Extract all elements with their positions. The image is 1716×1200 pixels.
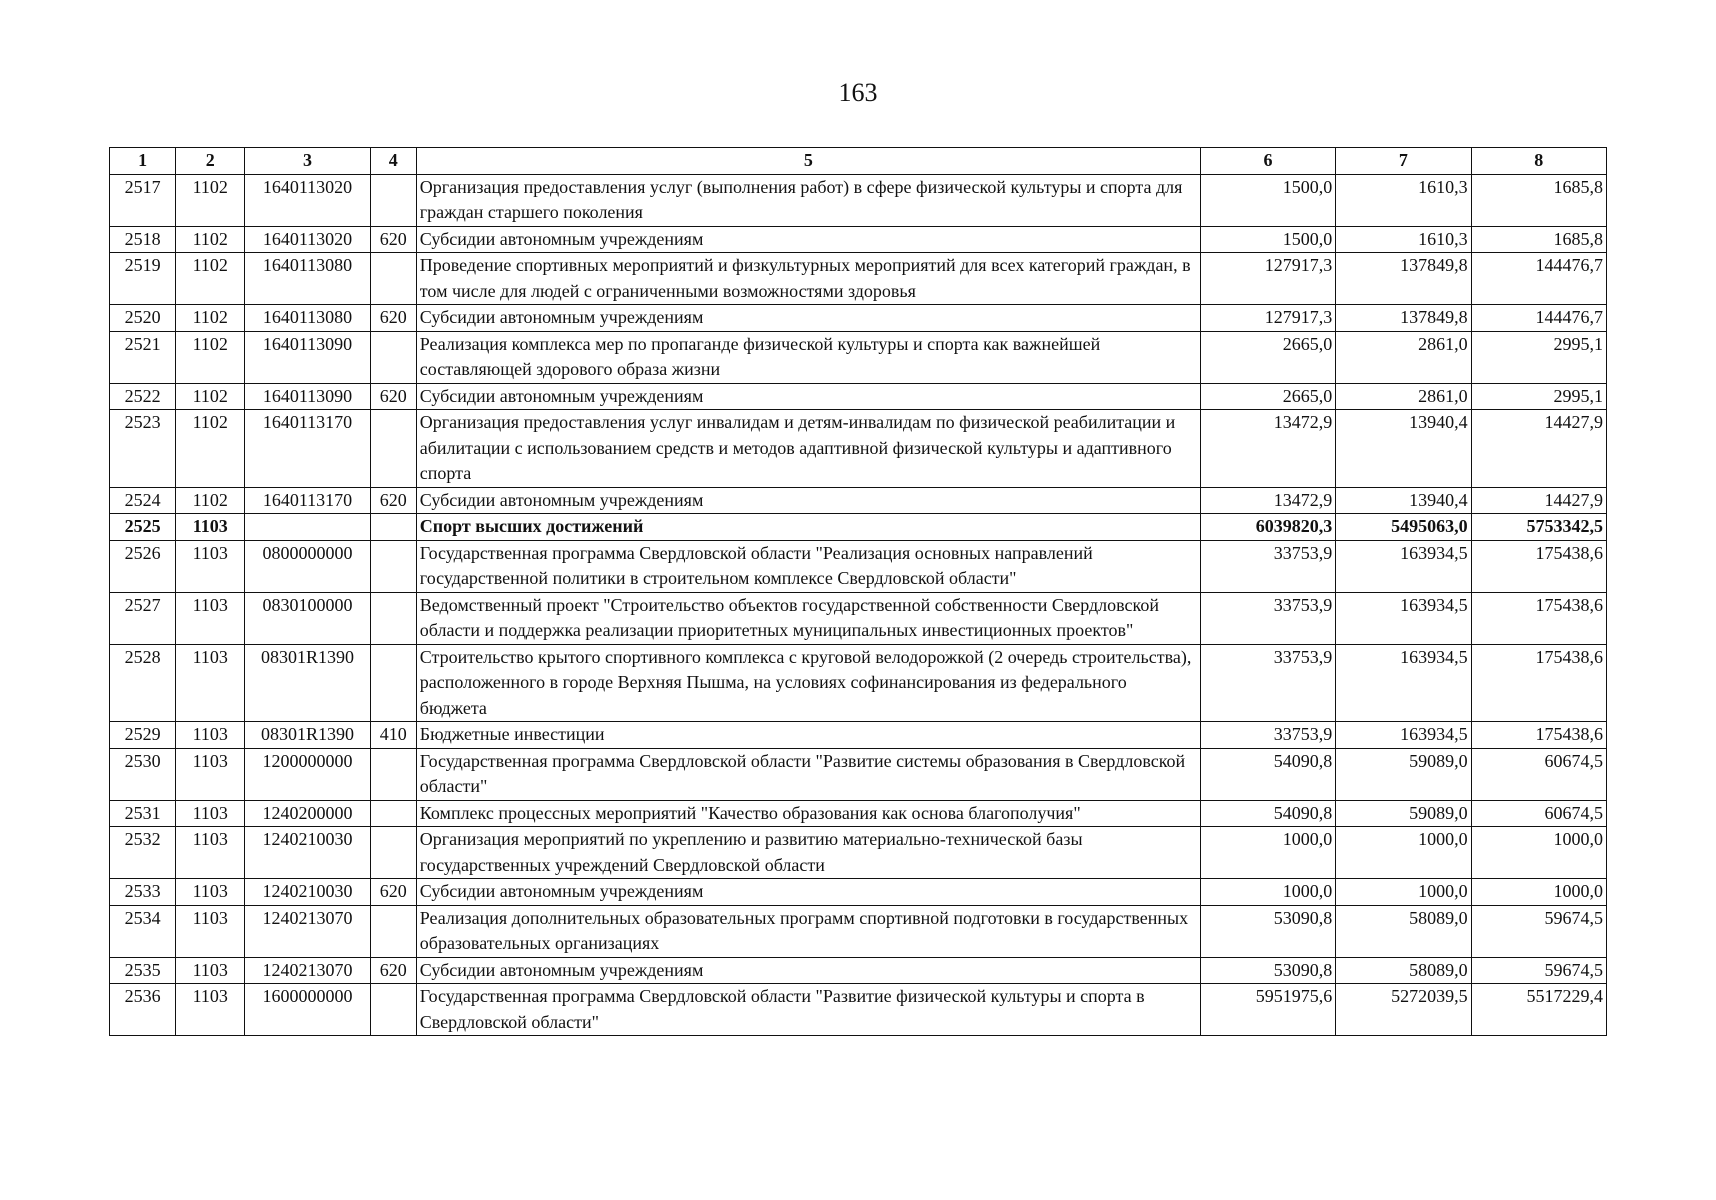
amount-year-1: 6039820,3 xyxy=(1200,514,1335,541)
target-code: 1640113090 xyxy=(245,383,370,410)
amount-year-2: 5495063,0 xyxy=(1336,514,1471,541)
row-number: 2518 xyxy=(110,226,176,253)
expense-type xyxy=(370,540,416,592)
target-code: 1240210030 xyxy=(245,827,370,879)
amount-year-3: 14427,9 xyxy=(1471,410,1606,488)
expense-type: 620 xyxy=(370,383,416,410)
table-row xyxy=(110,174,1607,226)
column-header: 2 xyxy=(176,148,245,175)
item-name: Бюджетные инвестиции xyxy=(416,722,1200,749)
item-name: Государственная программа Свердловской области "Развитие физической культуры и спорта в Свердловской области" xyxy=(416,984,1200,1036)
target-code: 1240213070 xyxy=(245,957,370,984)
amount-year-1: 33753,9 xyxy=(1200,722,1335,749)
table-row xyxy=(110,984,1607,1036)
table-row xyxy=(110,253,1607,305)
amount-year-1: 54090,8 xyxy=(1200,800,1335,827)
item-name: Организация предоставления услуг (выполнения работ) в сфере физической культуры и спорта для граждан старшего поколения xyxy=(416,174,1200,226)
amount-year-1: 5951975,6 xyxy=(1200,984,1335,1036)
expense-type: 620 xyxy=(370,487,416,514)
expense-type xyxy=(370,800,416,827)
page-number: 163 xyxy=(838,78,878,107)
row-number: 2531 xyxy=(110,800,176,827)
amount-year-3: 175438,6 xyxy=(1471,722,1606,749)
target-code: 1640113170 xyxy=(245,410,370,488)
row-number: 2523 xyxy=(110,410,176,488)
item-name: Комплекс процессных мероприятий "Качество образования как основа благополучия" xyxy=(416,800,1200,827)
row-number: 2521 xyxy=(110,331,176,383)
target-code xyxy=(245,514,370,541)
table-header-row xyxy=(110,148,1607,175)
expense-type xyxy=(370,410,416,488)
item-name: Субсидии автономным учреждениям xyxy=(416,879,1200,906)
row-number: 2524 xyxy=(110,487,176,514)
item-name: Спорт высших достижений xyxy=(416,514,1200,541)
amount-year-3: 59674,5 xyxy=(1471,957,1606,984)
item-name: Организация мероприятий по укреплению и развитию материально-технической базы государственных учреждений Свердловской области xyxy=(416,827,1200,879)
section-code: 1103 xyxy=(176,514,245,541)
target-code: 1640113090 xyxy=(245,331,370,383)
amount-year-2: 163934,5 xyxy=(1336,644,1471,722)
amount-year-2: 163934,5 xyxy=(1336,540,1471,592)
amount-year-3: 60674,5 xyxy=(1471,748,1606,800)
item-name: Организация предоставления услуг инвалидам и детям-инвалидам по физической реабилитации и абилитации с использованием средств и методов адаптивной физической культуры и адаптивного спорта xyxy=(416,410,1200,488)
item-name: Субсидии автономным учреждениям xyxy=(416,957,1200,984)
amount-year-3: 2995,1 xyxy=(1471,331,1606,383)
amount-year-1: 127917,3 xyxy=(1200,305,1335,332)
target-code: 1600000000 xyxy=(245,984,370,1036)
table-row xyxy=(110,592,1607,644)
amount-year-2: 163934,5 xyxy=(1336,722,1471,749)
item-name: Государственная программа Свердловской области "Развитие системы образования в Свердловской области" xyxy=(416,748,1200,800)
amount-year-2: 5272039,5 xyxy=(1336,984,1471,1036)
amount-year-3: 175438,6 xyxy=(1471,644,1606,722)
target-code: 1640113080 xyxy=(245,305,370,332)
row-number: 2536 xyxy=(110,984,176,1036)
target-code: 0800000000 xyxy=(245,540,370,592)
amount-year-2: 2861,0 xyxy=(1336,383,1471,410)
column-header: 5 xyxy=(416,148,1200,175)
table-row xyxy=(110,226,1607,253)
amount-year-2: 137849,8 xyxy=(1336,305,1471,332)
expense-type xyxy=(370,514,416,541)
section-code: 1103 xyxy=(176,722,245,749)
target-code: 1640113170 xyxy=(245,487,370,514)
section-code: 1102 xyxy=(176,331,245,383)
budget-table xyxy=(109,147,1607,1036)
target-code: 0830100000 xyxy=(245,592,370,644)
section-code: 1103 xyxy=(176,592,245,644)
expense-type xyxy=(370,592,416,644)
table-row xyxy=(110,957,1607,984)
row-number: 2529 xyxy=(110,722,176,749)
column-header: 4 xyxy=(370,148,416,175)
table-row xyxy=(110,383,1607,410)
column-header: 1 xyxy=(110,148,176,175)
expense-type: 410 xyxy=(370,722,416,749)
table-row xyxy=(110,879,1607,906)
section-code: 1102 xyxy=(176,226,245,253)
item-name: Государственная программа Свердловской области "Реализация основных направлений государственной политики в строительном комплексе Свердловской области" xyxy=(416,540,1200,592)
item-name: Проведение спортивных мероприятий и физкультурных мероприятий для всех категорий граждан, в том числе для людей с ограниченными возможностями здоровья xyxy=(416,253,1200,305)
row-number: 2522 xyxy=(110,383,176,410)
section-code: 1103 xyxy=(176,800,245,827)
amount-year-2: 1000,0 xyxy=(1336,827,1471,879)
section-code: 1102 xyxy=(176,305,245,332)
table-row xyxy=(110,331,1607,383)
amount-year-3: 1685,8 xyxy=(1471,174,1606,226)
amount-year-1: 1000,0 xyxy=(1200,879,1335,906)
section-code: 1103 xyxy=(176,905,245,957)
table-row xyxy=(110,644,1607,722)
amount-year-1: 33753,9 xyxy=(1200,644,1335,722)
amount-year-2: 2861,0 xyxy=(1336,331,1471,383)
row-number: 2525 xyxy=(110,514,176,541)
table-row xyxy=(110,540,1607,592)
target-code: 08301R1390 xyxy=(245,722,370,749)
amount-year-2: 58089,0 xyxy=(1336,957,1471,984)
amount-year-2: 13940,4 xyxy=(1336,487,1471,514)
section-code: 1103 xyxy=(176,879,245,906)
row-number: 2526 xyxy=(110,540,176,592)
amount-year-3: 59674,5 xyxy=(1471,905,1606,957)
expense-type xyxy=(370,644,416,722)
expense-type xyxy=(370,827,416,879)
amount-year-3: 60674,5 xyxy=(1471,800,1606,827)
expense-type xyxy=(370,748,416,800)
row-number: 2530 xyxy=(110,748,176,800)
expense-type: 620 xyxy=(370,305,416,332)
column-header: 7 xyxy=(1336,148,1471,175)
section-code: 1103 xyxy=(176,748,245,800)
table-row xyxy=(110,410,1607,488)
table-row xyxy=(110,514,1607,541)
expense-type: 620 xyxy=(370,226,416,253)
table-row xyxy=(110,487,1607,514)
amount-year-3: 5517229,4 xyxy=(1471,984,1606,1036)
amount-year-3: 5753342,5 xyxy=(1471,514,1606,541)
row-number: 2528 xyxy=(110,644,176,722)
item-name: Реализация комплекса мер по пропаганде физической культуры и спорта как важнейшей составляющей здорового образа жизни xyxy=(416,331,1200,383)
amount-year-1: 1500,0 xyxy=(1200,226,1335,253)
amount-year-3: 1685,8 xyxy=(1471,226,1606,253)
column-header: 8 xyxy=(1471,148,1606,175)
row-number: 2519 xyxy=(110,253,176,305)
amount-year-2: 1610,3 xyxy=(1336,174,1471,226)
amount-year-1: 33753,9 xyxy=(1200,540,1335,592)
target-code: 08301R1390 xyxy=(245,644,370,722)
expense-type xyxy=(370,984,416,1036)
amount-year-1: 53090,8 xyxy=(1200,957,1335,984)
amount-year-2: 13940,4 xyxy=(1336,410,1471,488)
amount-year-1: 54090,8 xyxy=(1200,748,1335,800)
item-name: Субсидии автономным учреждениям xyxy=(416,487,1200,514)
amount-year-3: 2995,1 xyxy=(1471,383,1606,410)
amount-year-2: 59089,0 xyxy=(1336,748,1471,800)
amount-year-1: 33753,9 xyxy=(1200,592,1335,644)
amount-year-2: 1000,0 xyxy=(1336,879,1471,906)
table-body xyxy=(110,174,1607,1036)
amount-year-3: 1000,0 xyxy=(1471,827,1606,879)
row-number: 2532 xyxy=(110,827,176,879)
row-number: 2527 xyxy=(110,592,176,644)
item-name: Субсидии автономным учреждениям xyxy=(416,305,1200,332)
item-name: Субсидии автономным учреждениям xyxy=(416,226,1200,253)
amount-year-2: 59089,0 xyxy=(1336,800,1471,827)
row-number: 2520 xyxy=(110,305,176,332)
column-header: 6 xyxy=(1200,148,1335,175)
amount-year-3: 175438,6 xyxy=(1471,540,1606,592)
expense-type: 620 xyxy=(370,957,416,984)
table-row xyxy=(110,800,1607,827)
section-code: 1103 xyxy=(176,827,245,879)
target-code: 1200000000 xyxy=(245,748,370,800)
item-name: Строительство крытого спортивного комплекса с круговой велодорожкой (2 очередь строительства), расположенного в городе Верхняя Пышма, на условиях софинансирования из федерального бюджета xyxy=(416,644,1200,722)
section-code: 1102 xyxy=(176,383,245,410)
amount-year-3: 1000,0 xyxy=(1471,879,1606,906)
target-code: 1640113080 xyxy=(245,253,370,305)
amount-year-1: 13472,9 xyxy=(1200,487,1335,514)
target-code: 1240210030 xyxy=(245,879,370,906)
amount-year-1: 53090,8 xyxy=(1200,905,1335,957)
amount-year-1: 127917,3 xyxy=(1200,253,1335,305)
section-code: 1103 xyxy=(176,644,245,722)
section-code: 1102 xyxy=(176,487,245,514)
item-name: Ведомственный проект "Строительство объектов государственной собственности Свердловской области и поддержка реализации приоритетных муниципальных инвестиционных проектов" xyxy=(416,592,1200,644)
section-code: 1103 xyxy=(176,957,245,984)
section-code: 1102 xyxy=(176,410,245,488)
table-row xyxy=(110,905,1607,957)
row-number: 2533 xyxy=(110,879,176,906)
row-number: 2534 xyxy=(110,905,176,957)
item-name: Реализация дополнительных образовательных программ спортивной подготовки в государственных образовательных организациях xyxy=(416,905,1200,957)
amount-year-3: 144476,7 xyxy=(1471,253,1606,305)
amount-year-3: 175438,6 xyxy=(1471,592,1606,644)
target-code: 1240213070 xyxy=(245,905,370,957)
row-number: 2535 xyxy=(110,957,176,984)
target-code: 1240200000 xyxy=(245,800,370,827)
amount-year-1: 2665,0 xyxy=(1200,331,1335,383)
column-header: 3 xyxy=(245,148,370,175)
amount-year-3: 144476,7 xyxy=(1471,305,1606,332)
expense-type xyxy=(370,331,416,383)
amount-year-2: 1610,3 xyxy=(1336,226,1471,253)
expense-type xyxy=(370,253,416,305)
amount-year-1: 13472,9 xyxy=(1200,410,1335,488)
target-code: 1640113020 xyxy=(245,226,370,253)
expense-type xyxy=(370,905,416,957)
section-code: 1103 xyxy=(176,540,245,592)
target-code: 1640113020 xyxy=(245,174,370,226)
amount-year-2: 137849,8 xyxy=(1336,253,1471,305)
table-row xyxy=(110,827,1607,879)
amount-year-3: 14427,9 xyxy=(1471,487,1606,514)
amount-year-1: 1000,0 xyxy=(1200,827,1335,879)
row-number: 2517 xyxy=(110,174,176,226)
amount-year-2: 58089,0 xyxy=(1336,905,1471,957)
amount-year-1: 2665,0 xyxy=(1200,383,1335,410)
section-code: 1103 xyxy=(176,984,245,1036)
expense-type: 620 xyxy=(370,879,416,906)
amount-year-2: 163934,5 xyxy=(1336,592,1471,644)
item-name: Субсидии автономным учреждениям xyxy=(416,383,1200,410)
section-code: 1102 xyxy=(176,253,245,305)
expense-type xyxy=(370,174,416,226)
section-code: 1102 xyxy=(176,174,245,226)
table-row xyxy=(110,722,1607,749)
table-row xyxy=(110,748,1607,800)
amount-year-1: 1500,0 xyxy=(1200,174,1335,226)
table-row xyxy=(110,305,1607,332)
